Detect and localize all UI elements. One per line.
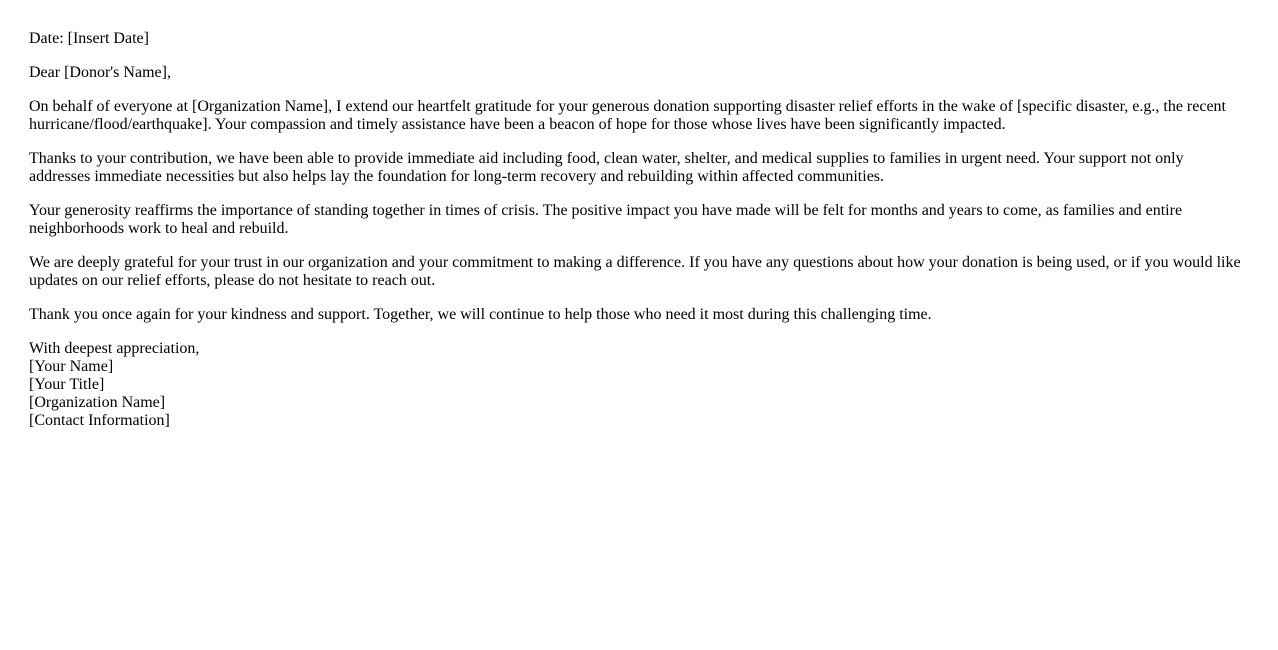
signature-name-placeholder: [Your Name] [29, 358, 114, 375]
signature-organization-placeholder: [Organization Name] [29, 394, 166, 411]
letter-paragraph-aid-provided: Thanks to your contribution, we have been able to provide immediate aid including food, clean water, shelter, and medical supplies to families in urgent need. Your support not only addresses immediate necessities but also helps lay the foundation for long-term recovery and rebuilding within affected communities. [29, 150, 1184, 185]
salutation: Dear [Donor's Name], [29, 64, 171, 81]
closing-block [29, 340, 1248, 430]
letter-paragraph-gratitude: On behalf of everyone at [Organization Name], I extend our heartfelt gratitude for your generous donation supporting disaster relief efforts in the wake of [specific disaster, e.g., the recent hurricane/flood/earthquake]. Your compassion and timely assistance have been a beacon of hope for those whose lives have been significantly impacted. [29, 98, 1226, 133]
letter-paragraph-trust: We are deeply grateful for your trust in our organization and your commitment to making a difference. If you have any questions about how your donation is being used, or if you would like updates on our relief efforts, please do not hesitate to reach out. [29, 254, 1241, 289]
signature-contact-placeholder: [Contact Information] [29, 412, 170, 429]
letter-paragraph-impact: Your generosity reaffirms the importance of standing together in times of crisis. The positive impact you have made will be felt for months and years to come, as families and entire neighborhoods work to heal and rebuild. [29, 202, 1183, 237]
valediction: With deepest appreciation, [29, 340, 200, 357]
date-line: Date: [Insert Date] [29, 30, 149, 47]
letter-paragraph-thanks: Thank you once again for your kindness and support. Together, we will continue to help those who need it most during this challenging time. [29, 306, 932, 323]
signature-title-placeholder: [Your Title] [29, 376, 105, 393]
